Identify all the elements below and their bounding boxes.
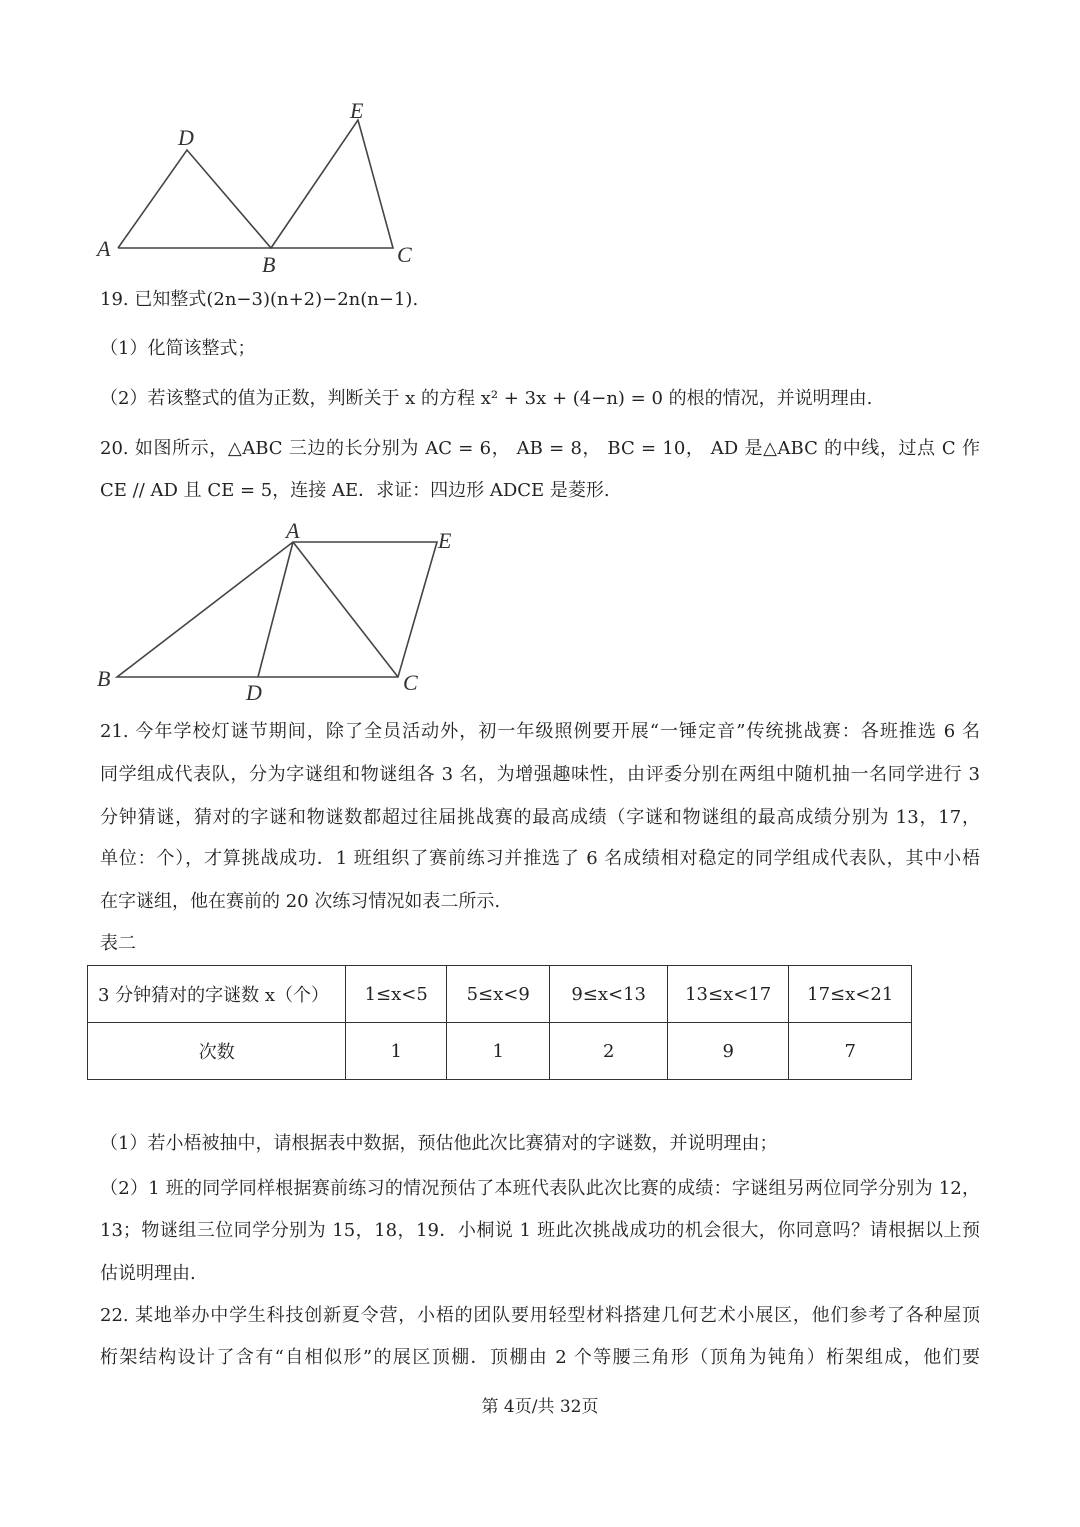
table-cell: 2 [550, 1023, 667, 1080]
q21-part2-line: （2）1 班的同学同样根据赛前练习的情况预估了本班代表队此次比赛的成绩：字谜组另两位同学分别为 12， [100, 1178, 980, 1199]
label-a: A [286, 518, 300, 543]
table-header-cell: 9≤x<13 [550, 966, 667, 1023]
table-cell: 7 [789, 1023, 912, 1080]
table-header-cell: 17≤x<21 [789, 966, 912, 1023]
page-footer: 第 4页/共 32页 [481, 1397, 599, 1417]
q21-line: 单位：个），才算挑战成功．1 班组织了赛前练习并推选了 6 名成绩相对稳定的同学组成代表队，其中小梧 [100, 848, 980, 869]
q19-part2: （2）若该整式的值为正数，判断关于 x 的方程 x² + 3x + (4−n) = 0 的根的情况，并说明理由. [100, 388, 873, 409]
figure-rhombus-adce [90, 515, 460, 705]
q19-part1: （1）化简该整式； [100, 338, 256, 359]
q21-part2-line: 估说明理由. [100, 1263, 196, 1284]
q21-part1: （1）若小梧被抽中，请根据表中数据，预估他此次比赛猜对的字谜数，并说明理由； [100, 1133, 778, 1154]
q21-line: 在字谜组，他在赛前的 20 次练习情况如表二所示. [100, 891, 501, 912]
table-row [88, 1023, 912, 1080]
label-d: D [246, 680, 262, 705]
q22-line: 桁架结构设计了含有“自相似形”的展区顶棚．顶棚由 2 个等腰三角形（顶角为钝角）桁架组成，他们要 [100, 1347, 980, 1368]
label-e: E [350, 98, 364, 123]
q21-line: 同学组成代表队，分为字谜组和物谜组各 3 名，为增强趣味性，由评委分别在两组中随机抽一名同学进行 3 [100, 764, 980, 785]
label-e: E [438, 528, 452, 553]
table-cell: 次数 [88, 1023, 346, 1080]
table-header-cell: 1≤x<5 [346, 966, 447, 1023]
q21-line: 分钟猜谜，猜对的字谜和物谜数都超过往届挑战赛的最高成绩（字谜和物谜组的最高成绩分别为 13，17， [100, 807, 980, 828]
label-b: B [97, 666, 111, 691]
table-cell: 1 [446, 1023, 549, 1080]
label-d: D [178, 125, 194, 150]
table-header-cell: 5≤x<9 [446, 966, 549, 1023]
table-cell: 1 [346, 1023, 447, 1080]
table-header-cell: 3 分钟猜对的字谜数 x（个） [88, 966, 346, 1023]
label-a: A [97, 236, 111, 261]
label-c: C [403, 670, 418, 695]
table-caption: 表二 [100, 933, 136, 954]
q20-line2: CE // AD 且 CE = 5，连接 AE．求证：四边形 ADCE 是菱形. [100, 480, 610, 501]
table-cell: 9 [667, 1023, 789, 1080]
table-header-cell: 13≤x<17 [667, 966, 789, 1023]
q20-line1: 20. 如图所示，△ABC 三边的长分别为 AC = 6， AB = 8， BC = 10， AD 是△ABC 的中线，过点 C 作 [100, 438, 980, 459]
figure-triangles-abd-bce [90, 95, 430, 285]
q22-line: 22. 某地举办中学生科技创新夏令营，小梧的团队要用轻型材料搭建几何艺术小展区，他们参考了各种屋顶 [100, 1305, 980, 1326]
table-row [88, 966, 912, 1023]
q21-line: 21. 今年学校灯谜节期间，除了全员活动外，初一年级照例要开展“一锤定音”传统挑战赛：各班推选 6 名 [100, 721, 980, 742]
label-c: C [397, 242, 412, 267]
label-b: B [262, 252, 276, 277]
q19-stem: 19. 已知整式(2n−3)(n+2)−2n(n−1). [100, 289, 419, 310]
q21-part2-line: 13；物谜组三位同学分别为 15，18，19．小桐说 1 班此次挑战成功的机会很大，你同意吗？请根据以上预 [100, 1220, 980, 1241]
practice-table [87, 965, 912, 1080]
